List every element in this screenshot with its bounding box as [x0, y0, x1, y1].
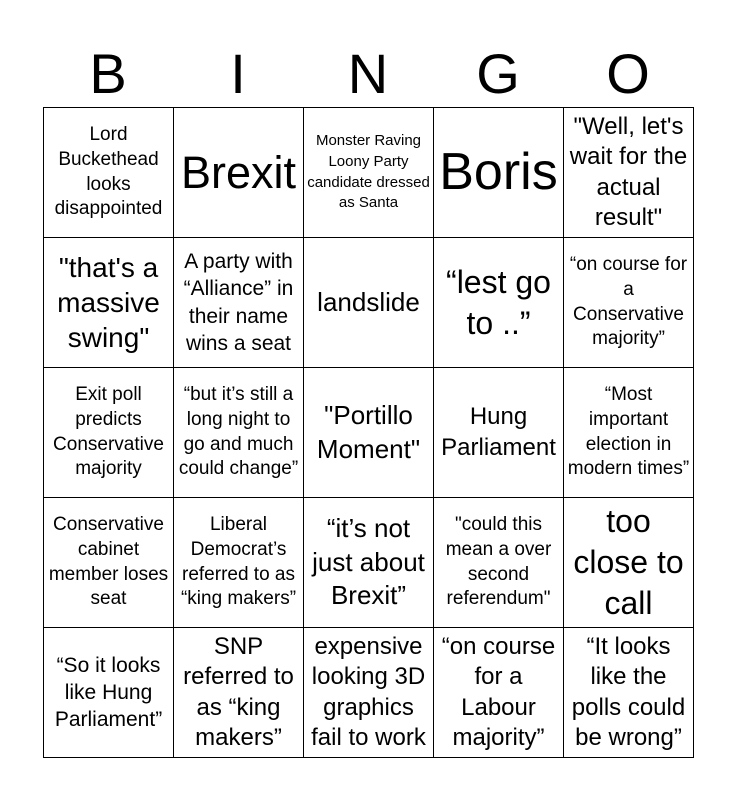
bingo-cell-r2-c3[interactable]: landslide [304, 238, 434, 368]
header-letter-n: N [347, 42, 389, 105]
bingo-cell-r5-c3[interactable]: expensive looking 3D graphics fail to work [304, 628, 434, 758]
bingo-cell-r3-c2[interactable]: “but it’s still a long night to go and much could change” [174, 368, 304, 498]
bingo-cell-r4-c2[interactable]: Liberal Democrat’s referred to as “king makers” [174, 498, 304, 628]
bingo-cell-r3-c5[interactable]: “Most important election in modern times” [564, 368, 694, 498]
header-letter-i: I [230, 42, 246, 105]
bingo-cell-r2-c2[interactable]: A party with “Alliance” in their name wins a seat [174, 238, 304, 368]
bingo-cell-r3-c4[interactable]: Hung Parliament [434, 368, 564, 498]
bingo-cell-r3-c1[interactable]: Exit poll predicts Conservative majority [44, 368, 174, 498]
header-letter-g: G [476, 42, 520, 105]
bingo-cell-r1-c2[interactable]: Brexit [174, 108, 304, 238]
bingo-cell-r1-c5[interactable]: "Well, let's wait for the actual result" [564, 108, 694, 238]
bingo-cell-r4-c1[interactable]: Conservative cabinet member loses seat [44, 498, 174, 628]
bingo-cell-r4-c3[interactable]: “it’s not just about Brexit” [304, 498, 434, 628]
bingo-cell-r5-c1[interactable]: “So it looks like Hung Parliament” [44, 628, 174, 758]
bingo-header [43, 42, 693, 106]
bingo-cell-r1-c3[interactable]: Monster Raving Loony Party candidate dressed as Santa [304, 108, 434, 238]
bingo-cell-r2-c5[interactable]: “on course for a Conservative majority” [564, 238, 694, 368]
bingo-cell-r5-c5[interactable]: “It looks like the polls could be wrong” [564, 628, 694, 758]
bingo-cell-r4-c5[interactable]: too close to call [564, 498, 694, 628]
bingo-cell-r5-c2[interactable]: SNP referred to as “king makers” [174, 628, 304, 758]
bingo-cell-r5-c4[interactable]: “on course for a Labour majority” [434, 628, 564, 758]
bingo-cell-r3-c3[interactable]: "Portillo Moment" [304, 368, 434, 498]
bingo-cell-r1-c1[interactable]: Lord Buckethead looks disappointed [44, 108, 174, 238]
bingo-board [43, 107, 694, 758]
header-letter-b: B [89, 42, 127, 105]
bingo-cell-r1-c4[interactable]: Boris [434, 108, 564, 238]
header-letter-o: O [606, 42, 650, 105]
bingo-cell-r2-c1[interactable]: "that's a massive swing" [44, 238, 174, 368]
bingo-cell-r2-c4[interactable]: “lest go to ..” [434, 238, 564, 368]
bingo-cell-r4-c4[interactable]: "could this mean a over second referendum" [434, 498, 564, 628]
